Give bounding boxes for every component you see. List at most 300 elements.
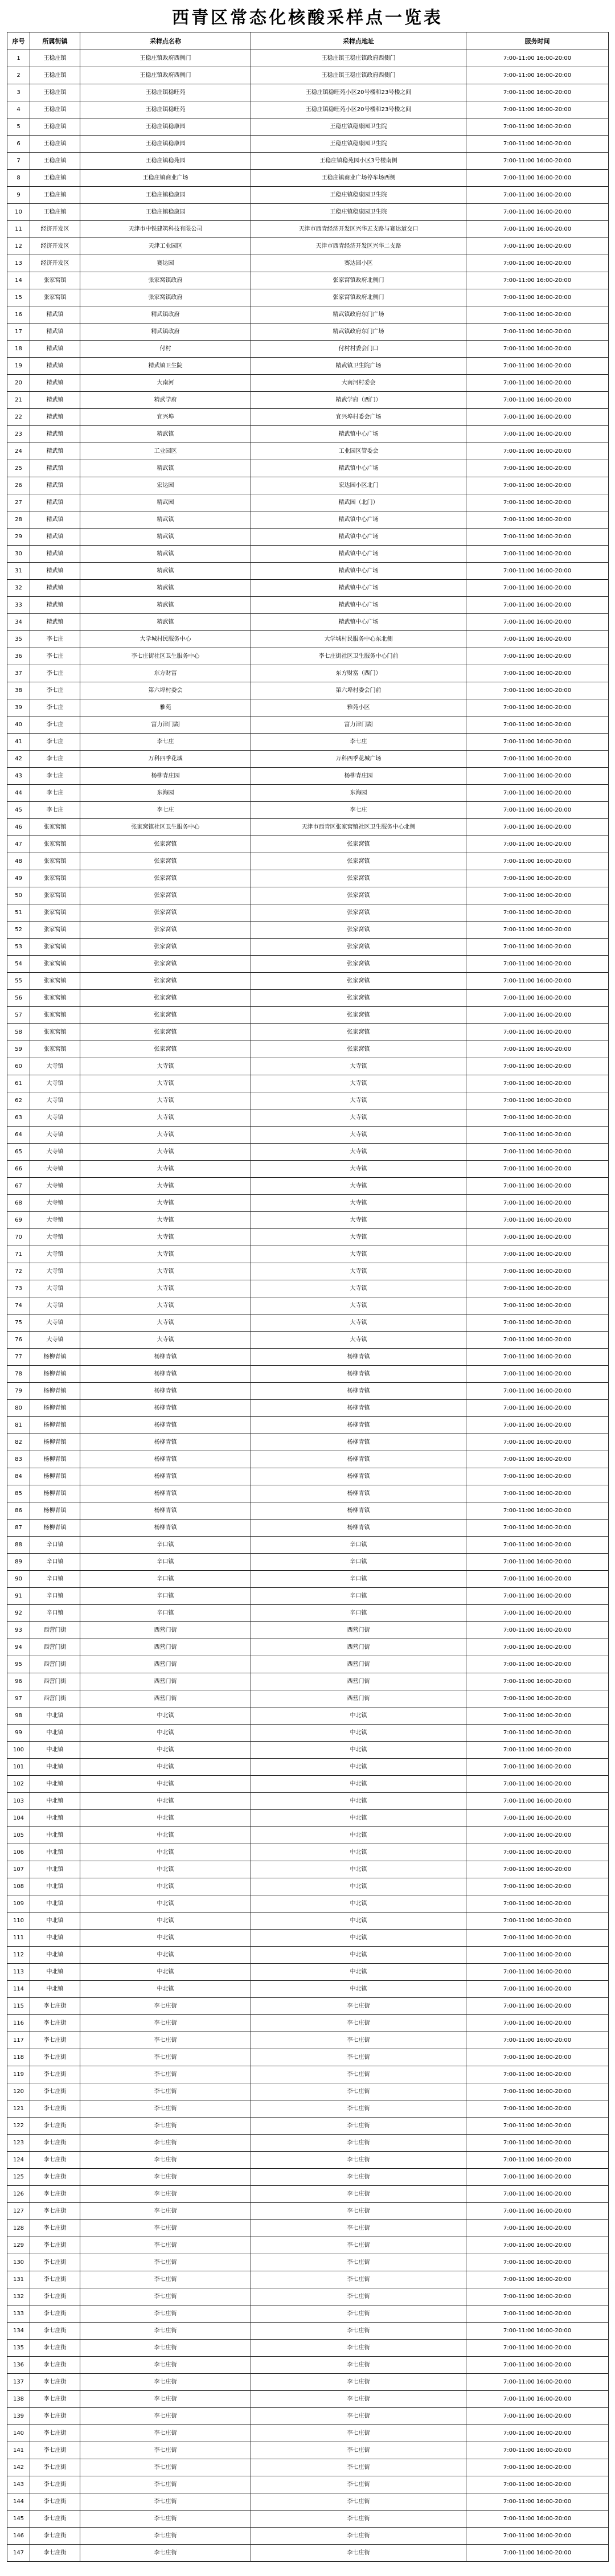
cell-site-name: 李七庄街 — [80, 2271, 251, 2288]
cell-street: 精武镇 — [30, 477, 80, 494]
cell-service-time: 7:00-11:00 16:00-20:00 — [466, 682, 609, 699]
cell-street: 张家窝镇 — [30, 922, 80, 939]
cell-site-address: 杨柳青镇 — [251, 1468, 466, 1485]
table-row — [7, 2340, 609, 2357]
cell-site-address: 大寺镇 — [251, 1144, 466, 1161]
cell-site-name: 中北镇 — [80, 1759, 251, 1776]
cell-service-time: 7:00-11:00 16:00-20:00 — [466, 443, 609, 460]
cell-site-address: 天津市西青经济开发区兴华二支路 — [251, 238, 466, 255]
table-row — [7, 768, 609, 785]
cell-site-name: 李七庄街 — [80, 2066, 251, 2083]
cell-street: 王稳庄镇 — [30, 50, 80, 67]
cell-number: 141 — [7, 2442, 30, 2459]
cell-service-time: 7:00-11:00 16:00-20:00 — [466, 1981, 609, 1998]
cell-street: 大寺镇 — [30, 1161, 80, 1178]
cell-site-name: 张家窝镇 — [80, 1024, 251, 1041]
cell-service-time: 7:00-11:00 16:00-20:00 — [466, 956, 609, 973]
cell-service-time: 7:00-11:00 16:00-20:00 — [466, 1759, 609, 1776]
table-row — [7, 580, 609, 597]
cell-site-address: 宏达园小区北门 — [251, 477, 466, 494]
cell-street: 中北镇 — [30, 1895, 80, 1912]
cell-site-address: 李七庄街 — [251, 2511, 466, 2528]
cell-site-address: 西营门街 — [251, 1639, 466, 1656]
cell-service-time: 7:00-11:00 16:00-20:00 — [466, 665, 609, 682]
cell-number: 114 — [7, 1981, 30, 1998]
cell-street: 李七庄街 — [30, 2237, 80, 2254]
cell-site-name: 中北镇 — [80, 1878, 251, 1895]
cell-site-name: 李七庄街 — [80, 2135, 251, 2152]
cell-site-name: 杨柳青镇 — [80, 1468, 251, 1485]
cell-street: 李七庄街 — [30, 2545, 80, 2562]
cell-site-address: 李七庄街 — [251, 2340, 466, 2357]
cell-number: 110 — [7, 1912, 30, 1930]
table-row — [7, 289, 609, 306]
cell-site-name: 大寺镇 — [80, 1212, 251, 1229]
cell-number: 26 — [7, 477, 30, 494]
table-row — [7, 1468, 609, 1485]
cell-site-address: 张家窝镇 — [251, 836, 466, 853]
cell-street: 李七庄街 — [30, 1998, 80, 2015]
table-row — [7, 1571, 609, 1588]
cell-site-name: 精武镇 — [80, 614, 251, 631]
table-row — [7, 1844, 609, 1861]
cell-service-time: 7:00-11:00 16:00-20:00 — [466, 101, 609, 118]
cell-street: 李七庄街 — [30, 2323, 80, 2340]
table-row — [7, 1400, 609, 1417]
cell-site-address: 辛口镇 — [251, 1605, 466, 1622]
cell-site-address: 中北镇 — [251, 1981, 466, 1998]
cell-street: 杨柳青镇 — [30, 1400, 80, 1417]
table-row — [7, 1332, 609, 1349]
cell-number: 14 — [7, 272, 30, 289]
cell-service-time: 7:00-11:00 16:00-20:00 — [466, 272, 609, 289]
cell-site-address: 中北镇 — [251, 1912, 466, 1930]
cell-site-name: 辛口镇 — [80, 1537, 251, 1554]
cell-number: 35 — [7, 631, 30, 648]
cell-service-time: 7:00-11:00 16:00-20:00 — [466, 1144, 609, 1161]
cell-street: 精武镇 — [30, 341, 80, 358]
cell-site-name: 王稳庄镇政府西侧门 — [80, 67, 251, 84]
cell-site-address: 杨柳青镇 — [251, 1485, 466, 1502]
cell-number: 59 — [7, 1041, 30, 1058]
cell-site-name: 中北镇 — [80, 1964, 251, 1981]
cell-site-name: 李七庄街 — [80, 2340, 251, 2357]
cell-site-address: 李七庄街 — [251, 2100, 466, 2118]
cell-street: 王稳庄镇 — [30, 136, 80, 153]
table-row — [7, 1451, 609, 1468]
cell-number: 101 — [7, 1759, 30, 1776]
table-row — [7, 2271, 609, 2288]
cell-number: 103 — [7, 1793, 30, 1810]
cell-site-address: 辛口镇 — [251, 1588, 466, 1605]
cell-service-time: 7:00-11:00 16:00-20:00 — [466, 1468, 609, 1485]
cell-site-address: 精武镇中心广场 — [251, 511, 466, 529]
cell-site-name: 西营门街 — [80, 1622, 251, 1639]
cell-service-time: 7:00-11:00 16:00-20:00 — [466, 2186, 609, 2203]
table-row — [7, 1673, 609, 1690]
cell-street: 李七庄街 — [30, 2015, 80, 2032]
table-row — [7, 1827, 609, 1844]
cell-site-address: 大寺镇 — [251, 1127, 466, 1144]
table-row — [7, 853, 609, 870]
cell-service-time: 7:00-11:00 16:00-20:00 — [466, 1502, 609, 1520]
cell-site-address: 李七庄街 — [251, 2032, 466, 2049]
table-row — [7, 922, 609, 939]
table-row — [7, 1007, 609, 1024]
cell-street: 李七庄 — [30, 785, 80, 802]
cell-number: 113 — [7, 1964, 30, 1981]
cell-site-address: 张家窝镇 — [251, 956, 466, 973]
cell-site-address: 李七庄街 — [251, 2493, 466, 2511]
cell-number: 89 — [7, 1554, 30, 1571]
cell-service-time: 7:00-11:00 16:00-20:00 — [466, 392, 609, 409]
cell-service-time: 7:00-11:00 16:00-20:00 — [466, 1229, 609, 1246]
table-row — [7, 1024, 609, 1041]
cell-site-address: 中北镇 — [251, 1844, 466, 1861]
cell-number: 51 — [7, 904, 30, 922]
cell-site-name: 李七庄街 — [80, 1998, 251, 2015]
cell-site-name: 东海园 — [80, 785, 251, 802]
cell-number: 84 — [7, 1468, 30, 1485]
cell-site-name: 中北镇 — [80, 1827, 251, 1844]
cell-site-address: 中北镇 — [251, 1707, 466, 1725]
table-row — [7, 2493, 609, 2511]
cell-site-address: 中北镇 — [251, 1964, 466, 1981]
cell-service-time: 7:00-11:00 16:00-20:00 — [466, 1058, 609, 1075]
table-row — [7, 682, 609, 699]
cell-service-time: 7:00-11:00 16:00-20:00 — [466, 2340, 609, 2357]
cell-service-time: 7:00-11:00 16:00-20:00 — [466, 563, 609, 580]
cell-site-name: 李七庄街 — [80, 2237, 251, 2254]
cell-number: 42 — [7, 751, 30, 768]
cell-number: 107 — [7, 1861, 30, 1878]
cell-number: 126 — [7, 2186, 30, 2203]
cell-number: 145 — [7, 2511, 30, 2528]
cell-site-address: 李七庄街 — [251, 2152, 466, 2169]
table-row — [7, 170, 609, 187]
cell-site-address: 精武镇政府东门广场 — [251, 306, 466, 323]
cell-street: 西营门街 — [30, 1622, 80, 1639]
cell-service-time: 7:00-11:00 16:00-20:00 — [466, 67, 609, 84]
cell-site-name: 精武镇 — [80, 460, 251, 477]
cell-street: 西营门街 — [30, 1673, 80, 1690]
cell-street: 张家窝镇 — [30, 1041, 80, 1058]
table-row — [7, 101, 609, 118]
cell-service-time: 7:00-11:00 16:00-20:00 — [466, 1878, 609, 1895]
table-row — [7, 546, 609, 563]
cell-site-address: 中北镇 — [251, 1895, 466, 1912]
cell-street: 中北镇 — [30, 1930, 80, 1947]
cell-site-name: 中北镇 — [80, 1861, 251, 1878]
cell-street: 中北镇 — [30, 1776, 80, 1793]
table-row — [7, 870, 609, 887]
cell-street: 精武镇 — [30, 614, 80, 631]
cell-site-name: 杨柳青镇 — [80, 1520, 251, 1537]
table-header-row — [7, 32, 609, 50]
cell-street: 西营门街 — [30, 1690, 80, 1707]
table-row — [7, 734, 609, 751]
cell-street: 辛口镇 — [30, 1571, 80, 1588]
cell-number: 93 — [7, 1622, 30, 1639]
cell-site-address: 王稳庄镇稳旺苑小区20号楼和23号楼之间 — [251, 84, 466, 101]
cell-number: 140 — [7, 2425, 30, 2442]
cell-number: 68 — [7, 1195, 30, 1212]
cell-service-time: 7:00-11:00 16:00-20:00 — [466, 1263, 609, 1280]
table-row — [7, 221, 609, 238]
cell-site-address: 李七庄街 — [251, 2169, 466, 2186]
cell-site-address: 杨柳青镇 — [251, 1366, 466, 1383]
cell-street: 张家窝镇 — [30, 990, 80, 1007]
cell-site-name: 李七庄街 — [80, 2152, 251, 2169]
table-row — [7, 1161, 609, 1178]
table-row — [7, 1776, 609, 1793]
cell-street: 精武镇 — [30, 563, 80, 580]
cell-site-name: 李七庄街 — [80, 2305, 251, 2323]
cell-number: 25 — [7, 460, 30, 477]
cell-street: 中北镇 — [30, 1742, 80, 1759]
cell-site-name: 张家窝镇 — [80, 904, 251, 922]
cell-service-time: 7:00-11:00 16:00-20:00 — [466, 2288, 609, 2305]
cell-number: 75 — [7, 1314, 30, 1332]
cell-number: 5 — [7, 118, 30, 136]
cell-street: 李七庄街 — [30, 2271, 80, 2288]
cell-site-address: 李七庄街 — [251, 2425, 466, 2442]
cell-site-name: 大学城村民服务中心 — [80, 631, 251, 648]
cell-number: 73 — [7, 1280, 30, 1297]
cell-site-name: 李七庄街 — [80, 2528, 251, 2545]
cell-service-time: 7:00-11:00 16:00-20:00 — [466, 1725, 609, 1742]
cell-street: 中北镇 — [30, 1793, 80, 1810]
cell-site-address: 杨柳青镇 — [251, 1434, 466, 1451]
cell-number: 124 — [7, 2152, 30, 2169]
table-body — [7, 50, 609, 2562]
cell-site-name: 中北镇 — [80, 1930, 251, 1947]
cell-number: 11 — [7, 221, 30, 238]
table-row — [7, 2425, 609, 2442]
cell-site-name: 张家窝镇政府 — [80, 289, 251, 306]
cell-service-time: 7:00-11:00 16:00-20:00 — [466, 2408, 609, 2425]
cell-service-time: 7:00-11:00 16:00-20:00 — [466, 2220, 609, 2237]
cell-street: 李七庄街 — [30, 2049, 80, 2066]
cell-service-time: 7:00-11:00 16:00-20:00 — [466, 323, 609, 341]
cell-site-name: 王稳庄镇稳苑园 — [80, 153, 251, 170]
cell-street: 精武镇 — [30, 580, 80, 597]
table-row — [7, 136, 609, 153]
table-row — [7, 1998, 609, 2015]
cell-service-time: 7:00-11:00 16:00-20:00 — [466, 1332, 609, 1349]
table-row — [7, 187, 609, 204]
cell-street: 杨柳青镇 — [30, 1434, 80, 1451]
cell-site-address: 精武镇中心广场 — [251, 563, 466, 580]
table-row — [7, 1810, 609, 1827]
cell-site-name: 张家窝镇 — [80, 990, 251, 1007]
cell-site-address: 精武镇中心广场 — [251, 597, 466, 614]
table-row — [7, 1690, 609, 1707]
cell-site-address: 中北镇 — [251, 1759, 466, 1776]
cell-site-name: 张家窝镇 — [80, 870, 251, 887]
cell-number: 74 — [7, 1297, 30, 1314]
table-row — [7, 2186, 609, 2203]
cell-site-name: 王稳庄镇稳旺苑 — [80, 101, 251, 118]
cell-site-address: 赛达园小区 — [251, 255, 466, 272]
cell-site-name: 中北镇 — [80, 1981, 251, 1998]
sampling-sites-table — [7, 32, 609, 2562]
cell-site-name: 李七庄街 — [80, 2118, 251, 2135]
cell-street: 大寺镇 — [30, 1195, 80, 1212]
table-row — [7, 699, 609, 716]
cell-site-name: 李七庄街 — [80, 2425, 251, 2442]
cell-number: 64 — [7, 1127, 30, 1144]
table-row — [7, 990, 609, 1007]
cell-site-address: 雅苑小区 — [251, 699, 466, 716]
cell-service-time: 7:00-11:00 16:00-20:00 — [466, 1930, 609, 1947]
cell-service-time: 7:00-11:00 16:00-20:00 — [466, 2049, 609, 2066]
cell-number: 1 — [7, 50, 30, 67]
cell-number: 43 — [7, 768, 30, 785]
cell-number: 108 — [7, 1878, 30, 1895]
cell-street: 杨柳青镇 — [30, 1520, 80, 1537]
cell-site-name: 万科四季花城 — [80, 751, 251, 768]
cell-number: 48 — [7, 853, 30, 870]
table-row — [7, 1605, 609, 1622]
cell-site-address: 李七庄街 — [251, 2357, 466, 2374]
cell-site-address: 辛口镇 — [251, 1571, 466, 1588]
cell-site-address: 李七庄街 — [251, 2408, 466, 2425]
cell-street: 大寺镇 — [30, 1144, 80, 1161]
cell-street: 王稳庄镇 — [30, 84, 80, 101]
cell-site-name: 第六埠村委会 — [80, 682, 251, 699]
cell-site-address: 杨柳青镇 — [251, 1451, 466, 1468]
cell-number: 15 — [7, 289, 30, 306]
table-row — [7, 1434, 609, 1451]
cell-street: 张家窝镇 — [30, 1024, 80, 1041]
cell-site-address: 辛口镇 — [251, 1554, 466, 1571]
cell-service-time: 7:00-11:00 16:00-20:00 — [466, 1041, 609, 1058]
cell-site-address: 李七庄街 — [251, 2323, 466, 2340]
cell-number: 120 — [7, 2083, 30, 2100]
cell-site-address: 大寺镇 — [251, 1075, 466, 1092]
cell-street: 大寺镇 — [30, 1178, 80, 1195]
cell-site-address: 李七庄街 — [251, 2220, 466, 2237]
cell-street: 李七庄街 — [30, 2511, 80, 2528]
cell-number: 17 — [7, 323, 30, 341]
table-row — [7, 204, 609, 221]
cell-street: 张家窝镇 — [30, 956, 80, 973]
cell-site-address: 精武镇中心广场 — [251, 580, 466, 597]
cell-service-time: 7:00-11:00 16:00-20:00 — [466, 2135, 609, 2152]
table-row — [7, 392, 609, 409]
cell-number: 78 — [7, 1366, 30, 1383]
cell-service-time: 7:00-11:00 16:00-20:00 — [466, 1451, 609, 1468]
cell-site-name: 李七庄街 — [80, 2203, 251, 2220]
cell-site-address: 大寺镇 — [251, 1161, 466, 1178]
cell-street: 张家窝镇 — [30, 289, 80, 306]
cell-street: 大寺镇 — [30, 1075, 80, 1092]
cell-service-time: 7:00-11:00 16:00-20:00 — [466, 477, 609, 494]
cell-service-time: 7:00-11:00 16:00-20:00 — [466, 341, 609, 358]
cell-street: 李七庄街 — [30, 2408, 80, 2425]
cell-site-name: 杨柳青镇 — [80, 1434, 251, 1451]
cell-site-address: 王稳庄镇王稳庄镇政府西侧门 — [251, 67, 466, 84]
cell-service-time: 7:00-11:00 16:00-20:00 — [466, 2528, 609, 2545]
cell-number: 82 — [7, 1434, 30, 1451]
cell-service-time: 7:00-11:00 16:00-20:00 — [466, 973, 609, 990]
cell-street: 王稳庄镇 — [30, 204, 80, 221]
cell-number: 94 — [7, 1639, 30, 1656]
cell-service-time: 7:00-11:00 16:00-20:00 — [466, 1007, 609, 1024]
cell-service-time: 7:00-11:00 16:00-20:00 — [466, 1161, 609, 1178]
cell-site-name: 张家窝镇 — [80, 956, 251, 973]
table-row — [7, 1895, 609, 1912]
table-row — [7, 819, 609, 836]
cell-service-time: 7:00-11:00 16:00-20:00 — [466, 2015, 609, 2032]
cell-service-time: 7:00-11:00 16:00-20:00 — [466, 546, 609, 563]
cell-street: 大寺镇 — [30, 1332, 80, 1349]
table-row — [7, 2152, 609, 2169]
table-row — [7, 1383, 609, 1400]
cell-site-address: 大寺镇 — [251, 1297, 466, 1314]
cell-site-name: 宏达园 — [80, 477, 251, 494]
table-row — [7, 1417, 609, 1434]
cell-service-time: 7:00-11:00 16:00-20:00 — [466, 118, 609, 136]
table-row — [7, 306, 609, 323]
cell-site-address: 王稳庄镇稳康园卫生院 — [251, 187, 466, 204]
cell-number: 58 — [7, 1024, 30, 1041]
cell-number: 125 — [7, 2169, 30, 2186]
table-row — [7, 409, 609, 426]
table-row — [7, 84, 609, 101]
table-row — [7, 631, 609, 648]
header-number: 序号 — [7, 32, 30, 50]
cell-site-address: 西营门街 — [251, 1656, 466, 1673]
cell-number: 72 — [7, 1263, 30, 1280]
cell-street: 精武镇 — [30, 323, 80, 341]
cell-site-address: 中北镇 — [251, 1793, 466, 1810]
table-row — [7, 1280, 609, 1297]
cell-site-name: 李七庄街 — [80, 2049, 251, 2066]
cell-street: 中北镇 — [30, 1981, 80, 1998]
cell-service-time: 7:00-11:00 16:00-20:00 — [466, 1195, 609, 1212]
cell-site-name: 李七庄 — [80, 802, 251, 819]
table-row — [7, 2323, 609, 2340]
cell-site-name: 杨柳青镇 — [80, 1417, 251, 1434]
cell-service-time: 7:00-11:00 16:00-20:00 — [466, 597, 609, 614]
table-row — [7, 67, 609, 84]
table-row — [7, 2220, 609, 2237]
cell-service-time: 7:00-11:00 16:00-20:00 — [466, 1092, 609, 1109]
cell-service-time: 7:00-11:00 16:00-20:00 — [466, 939, 609, 956]
cell-service-time: 7:00-11:00 16:00-20:00 — [466, 2254, 609, 2271]
cell-service-time: 7:00-11:00 16:00-20:00 — [466, 1485, 609, 1502]
table-row — [7, 2374, 609, 2391]
cell-street: 杨柳青镇 — [30, 1349, 80, 1366]
cell-site-address: 王稳庄镇稳康园卫生院 — [251, 118, 466, 136]
table-row — [7, 1502, 609, 1520]
cell-site-name: 李七庄街 — [80, 2169, 251, 2186]
cell-number: 55 — [7, 973, 30, 990]
cell-site-address: 张家窝镇 — [251, 973, 466, 990]
cell-site-name: 王稳庄镇商业广场 — [80, 170, 251, 187]
table-row — [7, 2545, 609, 2562]
cell-number: 139 — [7, 2408, 30, 2425]
cell-site-address: 李七庄街 — [251, 2374, 466, 2391]
header-site-address: 采样点地址 — [251, 32, 466, 50]
cell-site-name: 东方财富 — [80, 665, 251, 682]
cell-number: 105 — [7, 1827, 30, 1844]
cell-site-name: 大寺镇 — [80, 1161, 251, 1178]
cell-number: 65 — [7, 1144, 30, 1161]
cell-number: 60 — [7, 1058, 30, 1075]
